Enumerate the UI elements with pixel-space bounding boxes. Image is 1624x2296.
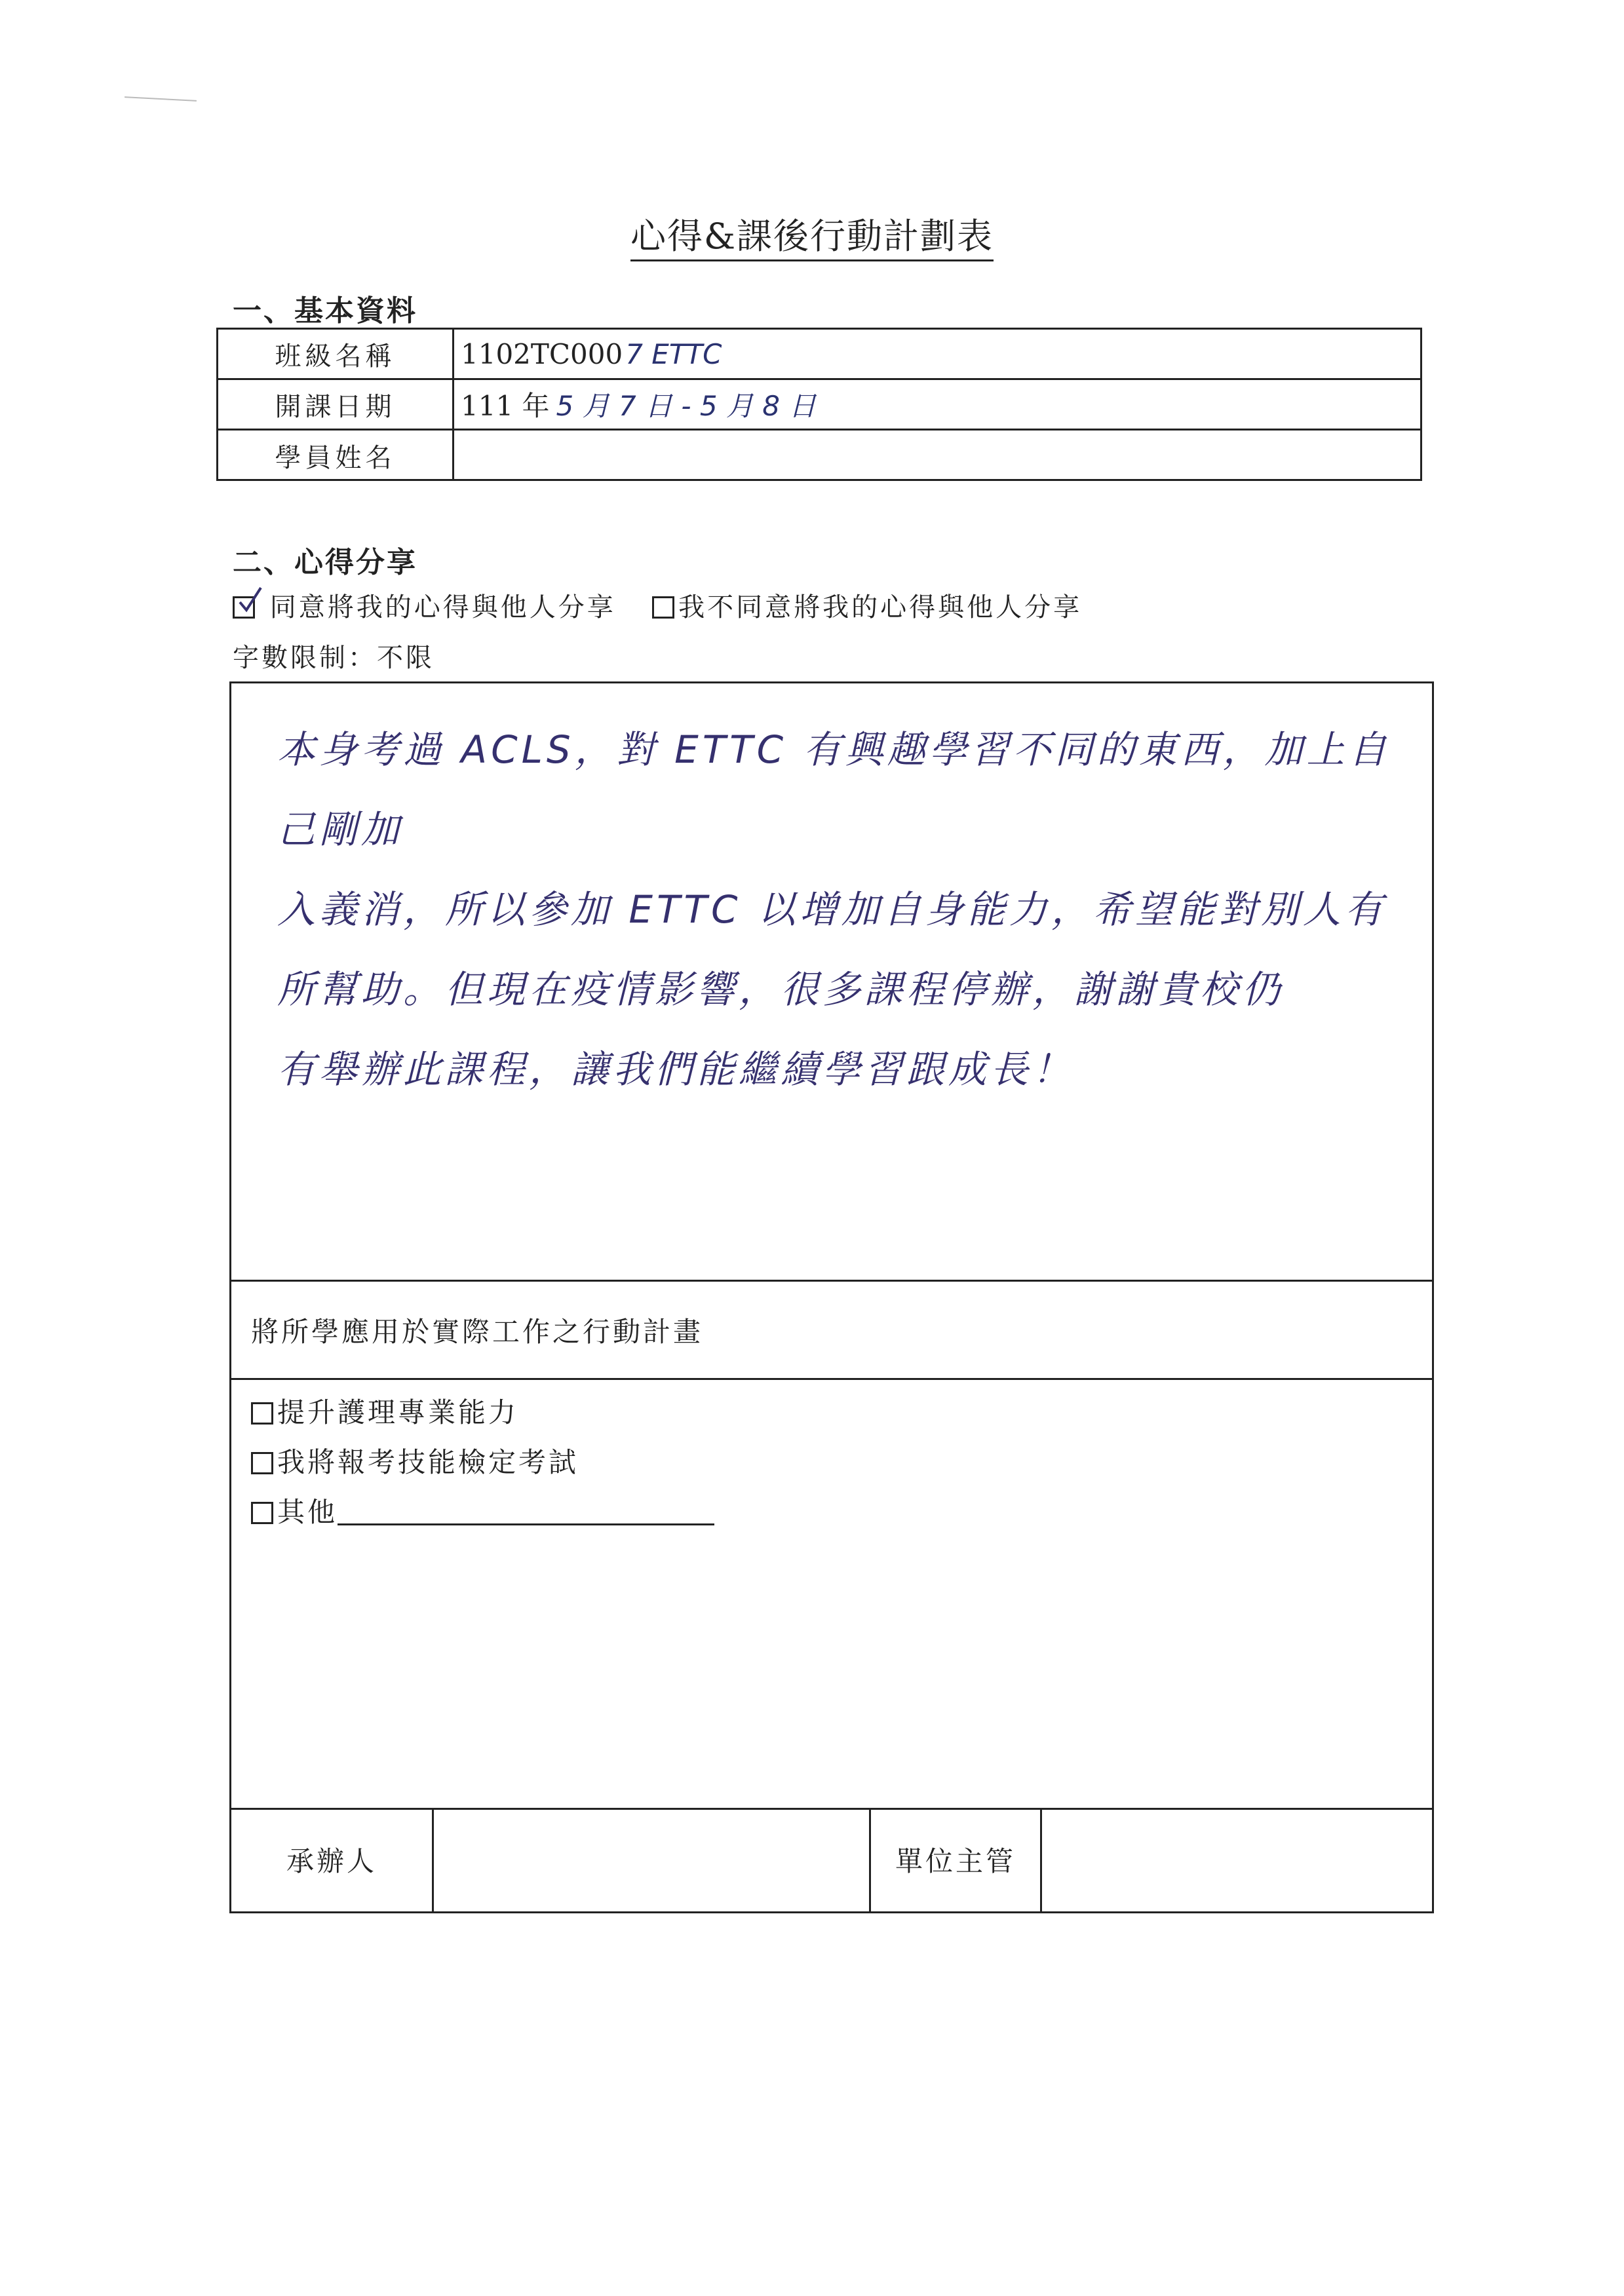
student-name-value[interactable] [461, 430, 1420, 481]
reflection-text-area[interactable] [277, 710, 1404, 1109]
reflection-line: 入義消，所以參加 ETTC 以增加自身能力，希望能對別人有 [277, 887, 1387, 932]
reflection-line: 所幫助。但現在疫情影響，很多課程停辦，謝謝貴校仍 [277, 967, 1285, 1012]
divider [231, 1378, 1432, 1380]
course-date-value[interactable] [461, 380, 1420, 429]
basic-info-heading: 一、基本資料 [233, 294, 417, 328]
class-name-handwritten: 7 ETTC [625, 337, 722, 370]
disagree-label: 我不同意將我的心得與他人分享 [678, 592, 1083, 622]
handler-label: 承辦人 [286, 1845, 377, 1877]
word-limit: 字數限制：不限 [233, 643, 435, 673]
skill-exam-checkbox[interactable] [251, 1452, 273, 1474]
consent-options [233, 586, 1082, 624]
info-row-student [218, 430, 1420, 481]
page-title: 心得&課後行動計劃表 [0, 208, 1624, 259]
reflection-and-plan-box [229, 681, 1434, 1913]
sharing-heading: 二、心得分享 [233, 546, 417, 579]
nursing-skills-checkbox[interactable] [251, 1402, 273, 1425]
divider [231, 1280, 1432, 1282]
agree-checkbox[interactable] [233, 596, 255, 619]
action-plan-options [251, 1388, 714, 1537]
reflection-line: 有舉辦此課程，讓我們能繼續學習跟成長！ [277, 1047, 1075, 1092]
info-row-class [218, 330, 1420, 380]
check-mark-icon [237, 586, 263, 617]
course-date-printed: 111 年 [461, 390, 550, 422]
action-plan-title: 將所學應用於實際工作之行動計畫 [251, 1316, 704, 1348]
class-name-label: 班級名稱 [218, 330, 454, 378]
agree-label: 同意將我的心得與他人分享 [269, 592, 616, 622]
nursing-skills-label: 提升護理專業能力 [277, 1396, 519, 1428]
signature-row [231, 1808, 1432, 1911]
scan-artifact [125, 96, 197, 102]
info-row-date [218, 380, 1420, 430]
other-checkbox[interactable] [251, 1502, 273, 1524]
course-date-handwritten: 5 月 7 日 - 5 月 8 日 [556, 390, 817, 422]
supervisor-signature-field[interactable] [1042, 1808, 1432, 1911]
other-input-line[interactable] [338, 1493, 714, 1525]
class-name-value[interactable] [461, 330, 1420, 378]
option-nursing-skills [251, 1388, 714, 1438]
student-name-label: 學員姓名 [218, 430, 454, 481]
option-skill-exam [251, 1438, 714, 1487]
skill-exam-label: 我將報考技能檢定考試 [277, 1446, 579, 1478]
handler-signature-field[interactable] [434, 1808, 869, 1911]
class-name-printed: 1102TC000 [461, 337, 623, 370]
supervisor-label: 單位主管 [895, 1845, 1016, 1877]
basic-info-table [216, 328, 1422, 481]
other-label: 其他 [277, 1496, 338, 1528]
option-other [251, 1487, 714, 1537]
course-date-label: 開課日期 [218, 380, 454, 429]
reflection-line: 本身考過 ACLS，對 ETTC 有興趣學習不同的東西，加上自己剛加 [277, 727, 1391, 852]
disagree-checkbox[interactable] [652, 596, 674, 619]
